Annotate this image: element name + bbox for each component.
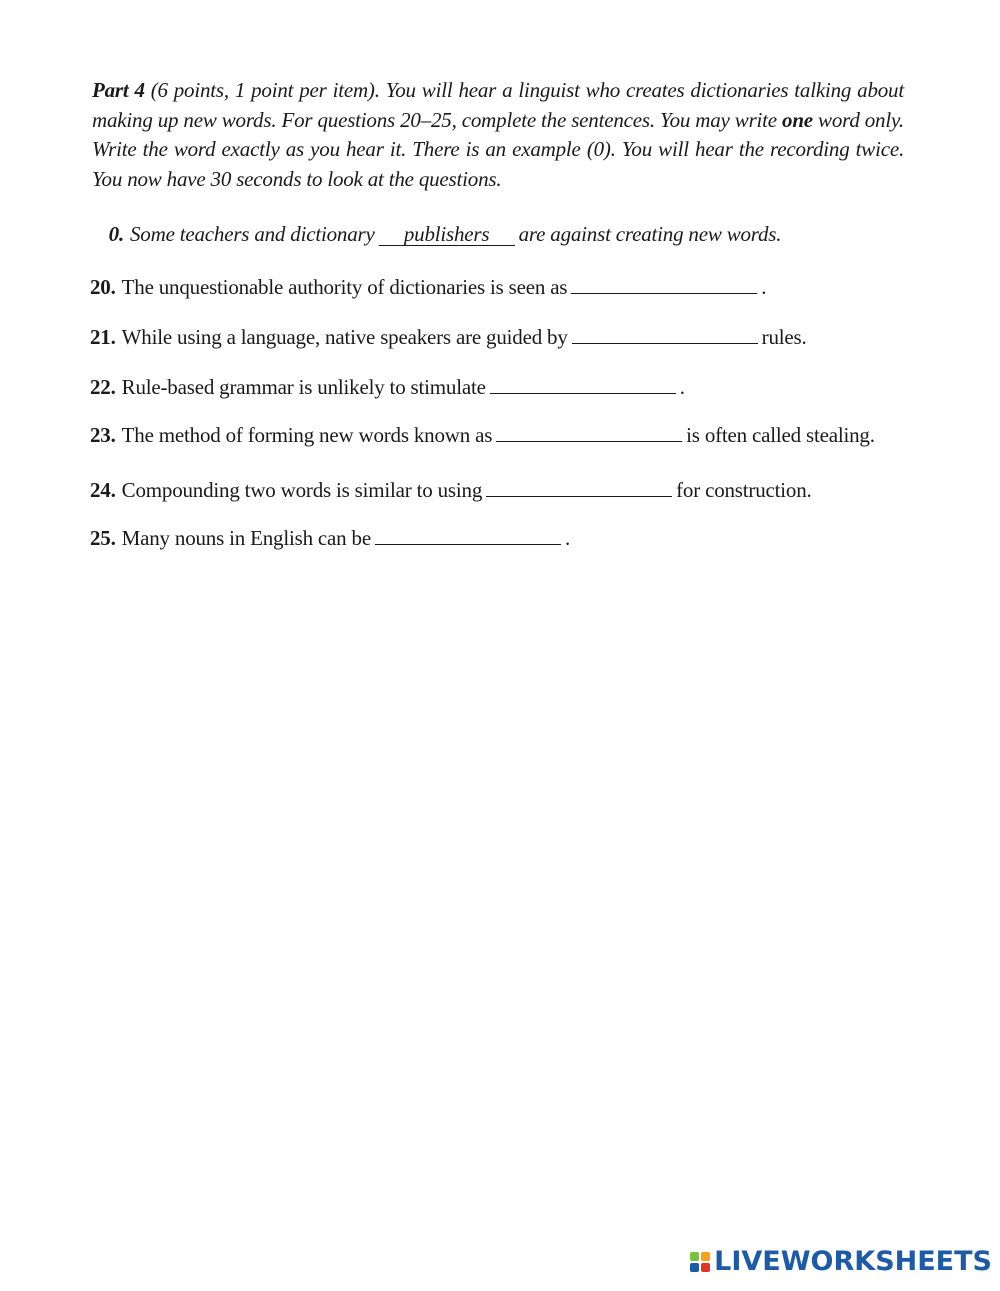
question-24 (90, 476, 812, 504)
question-20 (90, 273, 766, 301)
item-number: 21. (90, 325, 116, 349)
item-text-before: The unquestionable authority of dictionaries is seen as (121, 275, 568, 299)
part-label: Part 4 (92, 78, 145, 102)
answer-blank-20[interactable] (571, 273, 757, 294)
question-23 (90, 421, 875, 449)
item-text-before: While using a language, native speakers are guided by (121, 325, 568, 349)
instructions-paragraph (92, 76, 904, 194)
liveworksheets-logo-icon (690, 1252, 710, 1272)
item-number: 25. (90, 526, 116, 550)
logo-square-blue (690, 1263, 699, 1272)
item-text-after: . (679, 375, 685, 399)
logo-square-green (690, 1252, 699, 1261)
answer-blank-23[interactable] (496, 421, 682, 442)
question-22 (90, 373, 685, 401)
question-21 (90, 323, 807, 351)
liveworksheets-logo[interactable] (690, 1246, 992, 1277)
item-text-before: Compounding two words is similar to using (121, 478, 483, 502)
example-item (90, 220, 781, 248)
instructions-bold-word: one (782, 107, 813, 132)
item-number: 20. (90, 275, 116, 299)
answer-blank-25[interactable] (375, 524, 561, 545)
item-text-before: The method of forming new words known as (121, 423, 493, 447)
item-text-after: rules. (761, 325, 807, 349)
question-25 (90, 524, 570, 552)
answer-blank-24[interactable] (486, 476, 672, 497)
item-number: 22. (90, 375, 116, 399)
item-text-after: . (761, 275, 767, 299)
item-text-before: Rule-based grammar is unlikely to stimulate (121, 375, 486, 399)
logo-square-red (701, 1263, 710, 1272)
instructions-text-1: (6 points, 1 point per item). You will hear a linguist who creates dictionaries talking about making up new words. For questions 20–25, complete the sentences. You may write (92, 78, 904, 132)
item-text-after: is often called stealing. (686, 423, 875, 447)
item-text-after: are against creating new words. (518, 222, 782, 246)
item-text-after: for construction. (676, 478, 812, 502)
logo-text: LIVEWORKSHEETS (714, 1246, 992, 1277)
answer-blank-21[interactable] (572, 323, 758, 344)
example-answer: publishers (379, 223, 515, 246)
item-number: 23. (90, 423, 116, 447)
item-number: 0. (108, 222, 124, 246)
item-text-before: Many nouns in English can be (121, 526, 371, 550)
item-text-before: Some teachers and dictionary (130, 222, 375, 246)
item-number: 24. (90, 478, 116, 502)
answer-blank-22[interactable] (490, 373, 676, 394)
item-text-after: . (564, 526, 571, 550)
instructions-text-2: word only. Write the word exactly as you hear it. There is an example (0). You will hear the recording twice. You now have 30 seconds to look at the questions. (92, 107, 904, 191)
logo-square-orange (701, 1252, 710, 1261)
